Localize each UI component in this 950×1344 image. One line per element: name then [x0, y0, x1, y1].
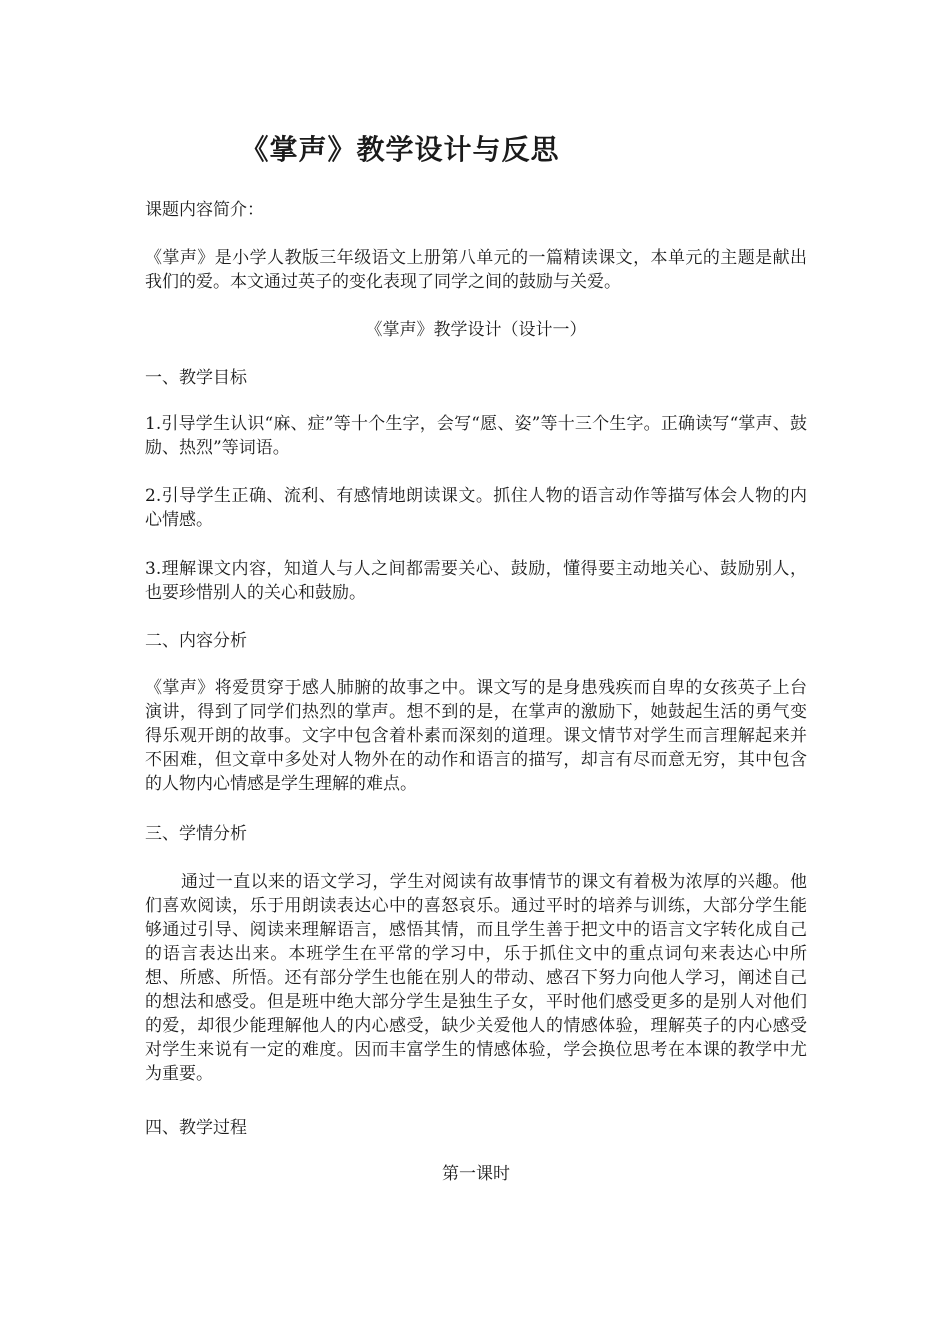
intro-label: 课题内容简介： [145, 200, 264, 220]
document-title: 《掌声》教学设计与反思 [240, 133, 560, 166]
section-heading-students: 三、学情分析 [145, 824, 247, 844]
content-analysis-paragraph: 《掌声》将爱贯穿于感人肺腑的故事之中。课文写的是身患残疾而自卑的女孩英子上台演讲，得到了同学们热烈的掌声。想不到的是，在掌声的激励下，她鼓起生活的勇气变得乐观开朗的故事。文字中包含着朴素而深刻的道理。课文情节对学生而言理解起来并不困难，但文章中多处对人物外在的动作和语言的描写，却言有尽而意无穷，其中包含的人物内心情感是学生理解的难点。 [145, 678, 807, 794]
student-analysis-paragraph: 通过一直以来的语文学习，学生对阅读有故事情节的课文有着极为浓厚的兴趣。他们喜欢阅读，乐于用朗读表达心中的喜怒哀乐。通过平时的培养与训练，大部分学生能够通过引导、阅读来理解语言，感悟其情，而且学生善于把文中的语言文字转化成自己的语言表达出来。本班学生在平常的学习中，乐于抓住文中的重点词句来表达心中所想、所感、所悟。还有部分学生也能在别人的带动、感召下努力向他人学习，阐述自己的想法和感受。但是班中绝大部分学生是独生子女，平时他们感受更多的是别人对他们的爱，却很少能理解他人的内心感受，缺少关爱他人的情感体验，理解英子的内心感受对学生来说有一定的难度。因而丰富学生的情感体验，学会换位思考在本课的教学中尤为重要。 [145, 872, 807, 1084]
lesson-label: 第一课时 [442, 1164, 510, 1184]
goal-item-3: 3.理解课文内容，知道人与人之间都需要关心、鼓励，懂得要主动地关心、鼓励别人，也要珍惜别人的关心和鼓励。 [145, 559, 807, 603]
section-heading-process: 四、教学过程 [145, 1118, 247, 1138]
section-heading-content: 二、内容分析 [145, 631, 247, 651]
design-title: 《掌声》教学设计（设计一） [365, 320, 587, 340]
goal-item-1: 1.引导学生认识“麻、症”等十个生字，会写“愿、姿”等十三个生字。正确读写“掌声、鼓励、热烈”等词语。 [145, 414, 807, 458]
intro-paragraph: 《掌声》是小学人教版三年级语文上册第八单元的一篇精读课文，本单元的主题是献出我们的爱。本文通过英子的变化表现了同学之间的鼓励与关爱。 [145, 248, 807, 292]
section-heading-goals: 一、教学目标 [145, 368, 247, 388]
goal-item-2: 2.引导学生正确、流利、有感情地朗读课文。抓住人物的语言动作等描写体会人物的内心情感。 [145, 486, 807, 530]
